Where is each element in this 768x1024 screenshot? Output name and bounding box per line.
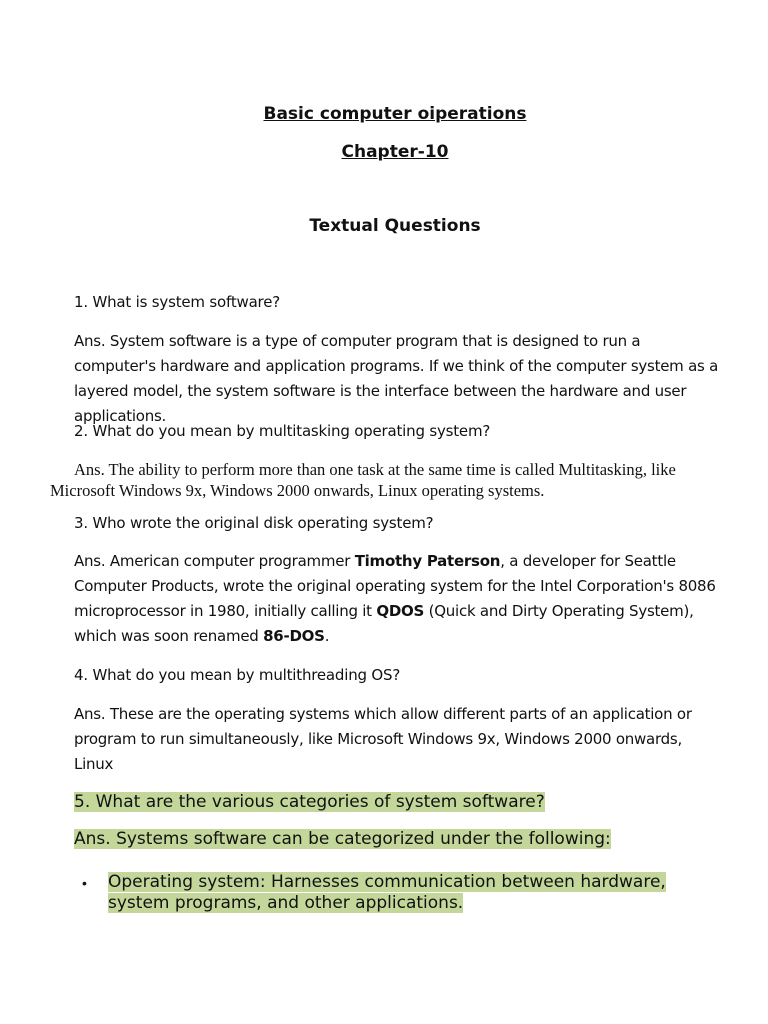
answer-3-bold-name: Timothy Paterson <box>354 552 501 570</box>
answer-1: Ans. System software is a type of computer program that is designed to run a computer's hardware and application programs. If we think of the computer system as a layered model, the system software is the interface between the hardware and user applications. <box>74 332 719 425</box>
section-heading: Textual Questions <box>309 216 481 236</box>
answer-3 <box>74 549 724 649</box>
bullet-line-2: system programs, and other applications. <box>108 893 464 913</box>
answer-5-text: Ans. Systems software can be categorized under the following: <box>74 829 611 849</box>
question-5 <box>74 791 545 813</box>
answer-2-line-2: Microsoft Windows 9x, Windows 2000 onwards, Linux operating systems. <box>50 481 545 500</box>
answer-3-text-2: , a developer for Seattle Computer Products, wrote the original operating system for the Intel Corporation's 8086 microprocessor in 1980, initially calling it <box>74 552 716 620</box>
answer-3-text-4: . <box>324 627 330 645</box>
question-5-text: 5. What are the various categories of system software? <box>74 792 545 812</box>
bullet-line-1: Operating system: Harnesses communication between hardware, <box>108 872 666 892</box>
question-4: 4. What do you mean by multithreading OS? <box>74 666 401 684</box>
question-2: 2. What do you mean by multitasking operating system? <box>74 422 491 440</box>
chapter-heading: Chapter-10 <box>341 142 449 162</box>
answer-2 <box>50 459 740 501</box>
answer-3-text-1: Ans. American computer programmer <box>74 552 355 570</box>
question-1: 1. What is system software? <box>74 293 280 311</box>
answer-2-line-1: Ans. The ability to perform more than one task at the same time is called Multitasking, like <box>74 460 676 479</box>
answer-4: Ans. These are the operating systems which allow different parts of an application or program to run simultaneously, like Microsoft Windows 9x, Windows 2000 onwards, Linux <box>74 705 692 773</box>
answer-3-bold-86dos: 86-DOS <box>263 627 325 645</box>
answer-3-bold-qdos: QDOS <box>376 602 425 620</box>
document-title: Basic computer oiperations <box>263 104 527 124</box>
bullet-icon: • <box>82 875 87 891</box>
question-3: 3. Who wrote the original disk operating system? <box>74 514 434 532</box>
bullet-text <box>108 872 718 914</box>
answer-3-text-3: (Quick and Dirty Operating System), which was soon renamed <box>74 602 694 645</box>
answer-5 <box>74 828 611 850</box>
